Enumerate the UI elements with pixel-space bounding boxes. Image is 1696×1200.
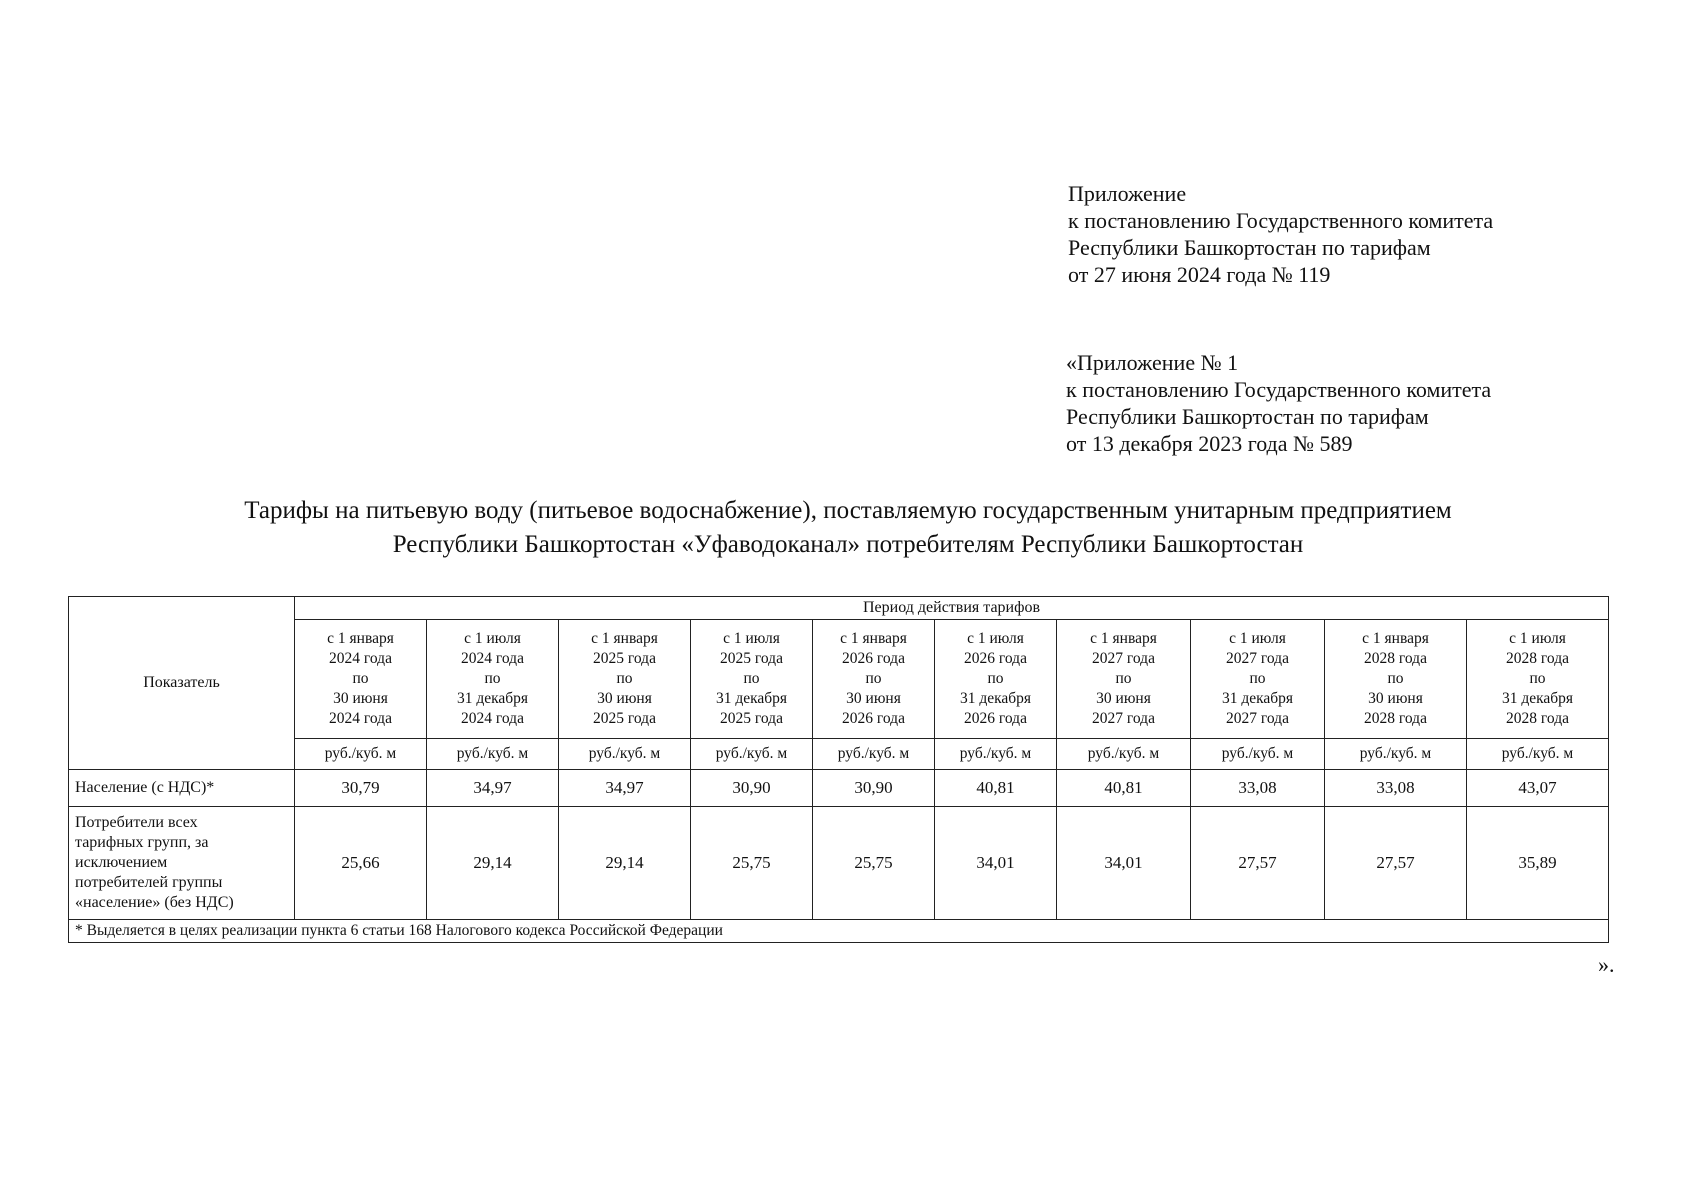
unit-cell: руб./куб. м: [427, 739, 559, 770]
appendix-line: от 27 июня 2024 года № 119: [1068, 262, 1331, 287]
period-header: Период действия тарифов: [295, 597, 1609, 620]
closing-quote-mark: ».: [1598, 952, 1615, 977]
appendix-line: Республики Башкортостан по тарифам: [1068, 235, 1431, 260]
period-header-cell: с 1 января 2027 года по 30 июня 2027 года: [1057, 620, 1191, 739]
tariff-value-cell: 25,75: [813, 807, 935, 920]
tariff-value-cell: 34,97: [427, 770, 559, 807]
tariff-value-cell: 33,08: [1191, 770, 1325, 807]
unit-row: [69, 739, 1609, 770]
tariff-value-cell: 35,89: [1467, 807, 1609, 920]
tariff-value-cell: 33,08: [1325, 770, 1467, 807]
prior-appendix-line: «Приложение № 1: [1066, 350, 1239, 375]
unit-cell: руб./куб. м: [1325, 739, 1467, 770]
unit-cell: руб./куб. м: [935, 739, 1057, 770]
tariff-value-cell: 29,14: [559, 807, 691, 920]
tariff-value-cell: 34,01: [935, 807, 1057, 920]
tariff-value-cell: 30,79: [295, 770, 427, 807]
unit-cell: руб./куб. м: [559, 739, 691, 770]
unit-cell: руб./куб. м: [813, 739, 935, 770]
tariff-value-cell: 34,97: [559, 770, 691, 807]
unit-cell: руб./куб. м: [1191, 739, 1325, 770]
appendix-line: к постановлению Государственного комитета: [1068, 208, 1494, 233]
unit-cell: руб./куб. м: [1057, 739, 1191, 770]
appendix-line: Приложение: [1068, 181, 1187, 206]
tariff-value-cell: 40,81: [1057, 770, 1191, 807]
prior-appendix-header: [1066, 349, 1491, 457]
tariff-value-cell: 27,57: [1191, 807, 1325, 920]
unit-cell: руб./куб. м: [691, 739, 813, 770]
tariff-value-cell: 40,81: [935, 770, 1057, 807]
tariff-value-cell: 25,66: [295, 807, 427, 920]
unit-cell: руб./куб. м: [1467, 739, 1609, 770]
period-header-cell: с 1 июля 2024 года по 31 декабря 2024 года: [427, 620, 559, 739]
table-row: [69, 807, 1609, 920]
document-title-line: Тарифы на питьевую воду (питьевое водоснабжение), поставляемую государственным унитарным предприятием: [244, 497, 1452, 524]
tariff-value-cell: 43,07: [1467, 770, 1609, 807]
period-header-cell: с 1 июля 2026 года по 31 декабря 2026 года: [935, 620, 1057, 739]
indicator-header: Показатель: [69, 597, 295, 770]
row-label: Потребители всех тарифных групп, за исключением потребителей группы «население» (без НДС): [69, 807, 295, 920]
prior-appendix-line: к постановлению Государственного комитета: [1066, 377, 1492, 402]
tariff-value-cell: 29,14: [427, 807, 559, 920]
period-header-cell: с 1 июля 2025 года по 31 декабря 2025 года: [691, 620, 813, 739]
period-header-cell: с 1 января 2028 года по 30 июня 2028 года: [1325, 620, 1467, 739]
document-title-line: Республики Башкортостан «Уфаводоканал» потребителям Республики Башкортостан: [392, 531, 1304, 558]
appendix-header: [1068, 180, 1493, 288]
prior-appendix-line: Республики Башкортостан по тарифам: [1066, 404, 1429, 429]
tariff-table: [68, 596, 1609, 943]
tariff-value-cell: 34,01: [1057, 807, 1191, 920]
tariff-value-cell: 27,57: [1325, 807, 1467, 920]
period-row: [69, 620, 1609, 739]
period-header-cell: с 1 января 2026 года по 30 июня 2026 года: [813, 620, 935, 739]
period-header-cell: с 1 июля 2028 года по 31 декабря 2028 года: [1467, 620, 1609, 739]
period-header-cell: с 1 июля 2027 года по 31 декабря 2027 года: [1191, 620, 1325, 739]
table-row: [69, 770, 1609, 807]
tariff-value-cell: 30,90: [691, 770, 813, 807]
period-header-cell: с 1 января 2024 года по 30 июня 2024 года: [295, 620, 427, 739]
period-header-cell: с 1 января 2025 года по 30 июня 2025 года: [559, 620, 691, 739]
tariff-value-cell: 25,75: [691, 807, 813, 920]
document-title: [0, 494, 1696, 562]
prior-appendix-line: от 13 декабря 2023 года № 589: [1066, 431, 1353, 456]
tariff-value-cell: 30,90: [813, 770, 935, 807]
table-footnote: * Выделяется в целях реализации пункта 6 статьи 168 Налогового кодекса Российской Федерации: [69, 920, 1609, 943]
row-label: Население (с НДС)*: [69, 770, 295, 807]
unit-cell: руб./куб. м: [295, 739, 427, 770]
